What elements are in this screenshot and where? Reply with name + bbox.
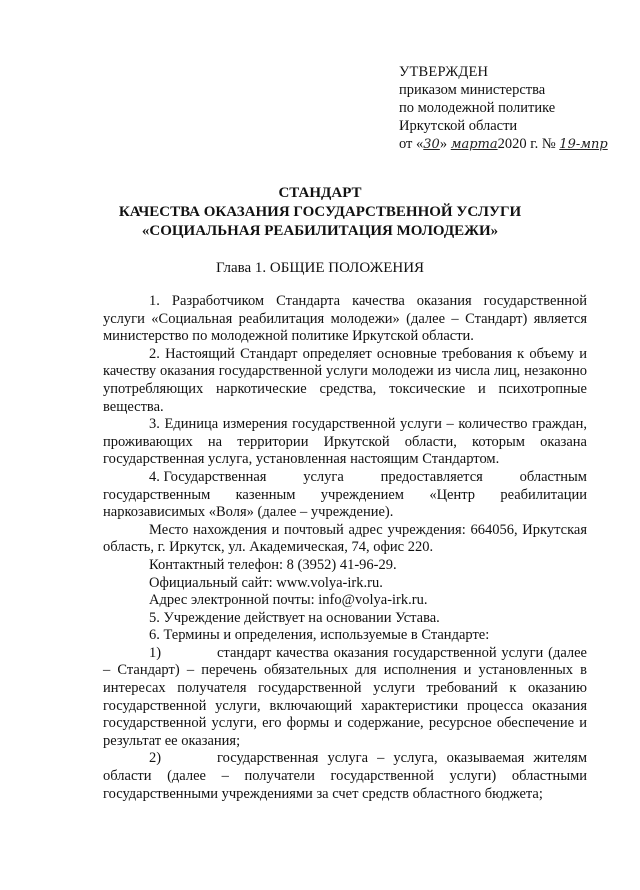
address-paragraph: Место нахождения и почтовый адрес учреждения: 664056, Иркутская область, г. Иркутск, ул. Академическая, 74, офис 220. [103, 521, 587, 556]
approval-date-line [399, 135, 608, 154]
paragraph-4-line-2 [103, 487, 587, 505]
document-heading [0, 184, 640, 241]
term-1-number: 1) [149, 644, 162, 661]
paragraph-5: 5. Учреждение действует на основании Устава. [149, 609, 440, 626]
term-1 [103, 645, 587, 751]
paragraph-1: 1. Разработчиком Стандарта качества оказания государственной услуги «Социальная реабилитация молодежи» (далее – Стандарт) является министерство по молодежной политике Иркутской области. [103, 293, 587, 345]
approval-line-2: по молодежной политике [399, 100, 556, 116]
p4-word: услуга [303, 468, 344, 485]
handwritten-day: 30 [423, 137, 440, 152]
date-mid: » [439, 136, 448, 152]
paragraph-4-end: наркозависимых «Воля» (далее – учреждение). [103, 504, 394, 521]
approval-line-1: приказом министерства [399, 82, 546, 98]
term-1-text: стандарт качества оказания государственной услуги (далее – Стандарт) – перечень обязательных для исполнения и установленных в интересах получателя государственной услуги требований к оказанию государственной услуги, включающий характеристики процесса оказания государственной услуги, его формы и содержание, ресурсное обеспечение и результат ее оказания; [103, 644, 587, 749]
chapter-title: Глава 1. ОБЩИЕ ПОЛОЖЕНИЯ [215, 260, 425, 276]
p4-word: учреждением [320, 486, 404, 503]
website-line: Официальный сайт: www.volya-irk.ru. [149, 574, 383, 591]
approval-title: УТВЕРЖДЕН [399, 64, 489, 80]
handwritten-month: марта [450, 137, 498, 152]
paragraph-6: 6. Термины и определения, используемые в Стандарте: [149, 627, 490, 644]
p4-word: областным [519, 468, 587, 485]
year-text: 2020 г. № [497, 136, 556, 152]
email-line: Адрес электронной почты: info@volya-irk.ru. [149, 592, 428, 609]
paragraph-4-line-1 [149, 469, 587, 487]
term-2-number: 2) [149, 750, 162, 767]
term-2 [103, 750, 587, 803]
p4-word: государственным [103, 486, 211, 503]
p4-word: реабилитации [500, 486, 587, 503]
document-body [103, 293, 587, 803]
term-2-text: государственная услуга – услуга, оказываемая жителям области (далее – получатели государственной услуги) областными государственными учреждениями за счет средств областного бюджета; [103, 750, 587, 802]
p4-word: предоставляется [380, 468, 483, 485]
heading-line-2: КАЧЕСТВА ОКАЗАНИЯ ГОСУДАРСТВЕННОЙ УСЛУГИ [118, 204, 522, 220]
heading-line-3: «СОЦИАЛЬНАЯ РЕАБИЛИТАЦИЯ МОЛОДЕЖИ» [141, 223, 499, 239]
handwritten-number: 19-мпр [559, 137, 608, 152]
heading-line-1: СТАНДАРТ [278, 185, 362, 201]
date-prefix: от « [399, 136, 424, 152]
paragraph-2: 2. Настоящий Стандарт определяет основные требования к объему и качеству оказания государственной услуги молодежи из числа лиц, незаконно употребляющих наркотические средства, токсические и психотропные вещества. [103, 345, 587, 415]
approval-line-3: Иркутской области [399, 118, 518, 134]
phone-line: Контактный телефон: 8 (3952) 41-96-29. [149, 556, 397, 573]
paragraph-3: 3. Единица измерения государственной услуги – количество граждан, проживающих на территории Иркутской области, которым оказана государственная услуга, установленная настоящим Стандартом. [103, 416, 587, 468]
p4-word: «Центр [429, 486, 475, 503]
approval-stamp [399, 63, 608, 154]
p4-word: 4. Государственная [149, 468, 267, 485]
p4-word: казенным [235, 486, 296, 503]
